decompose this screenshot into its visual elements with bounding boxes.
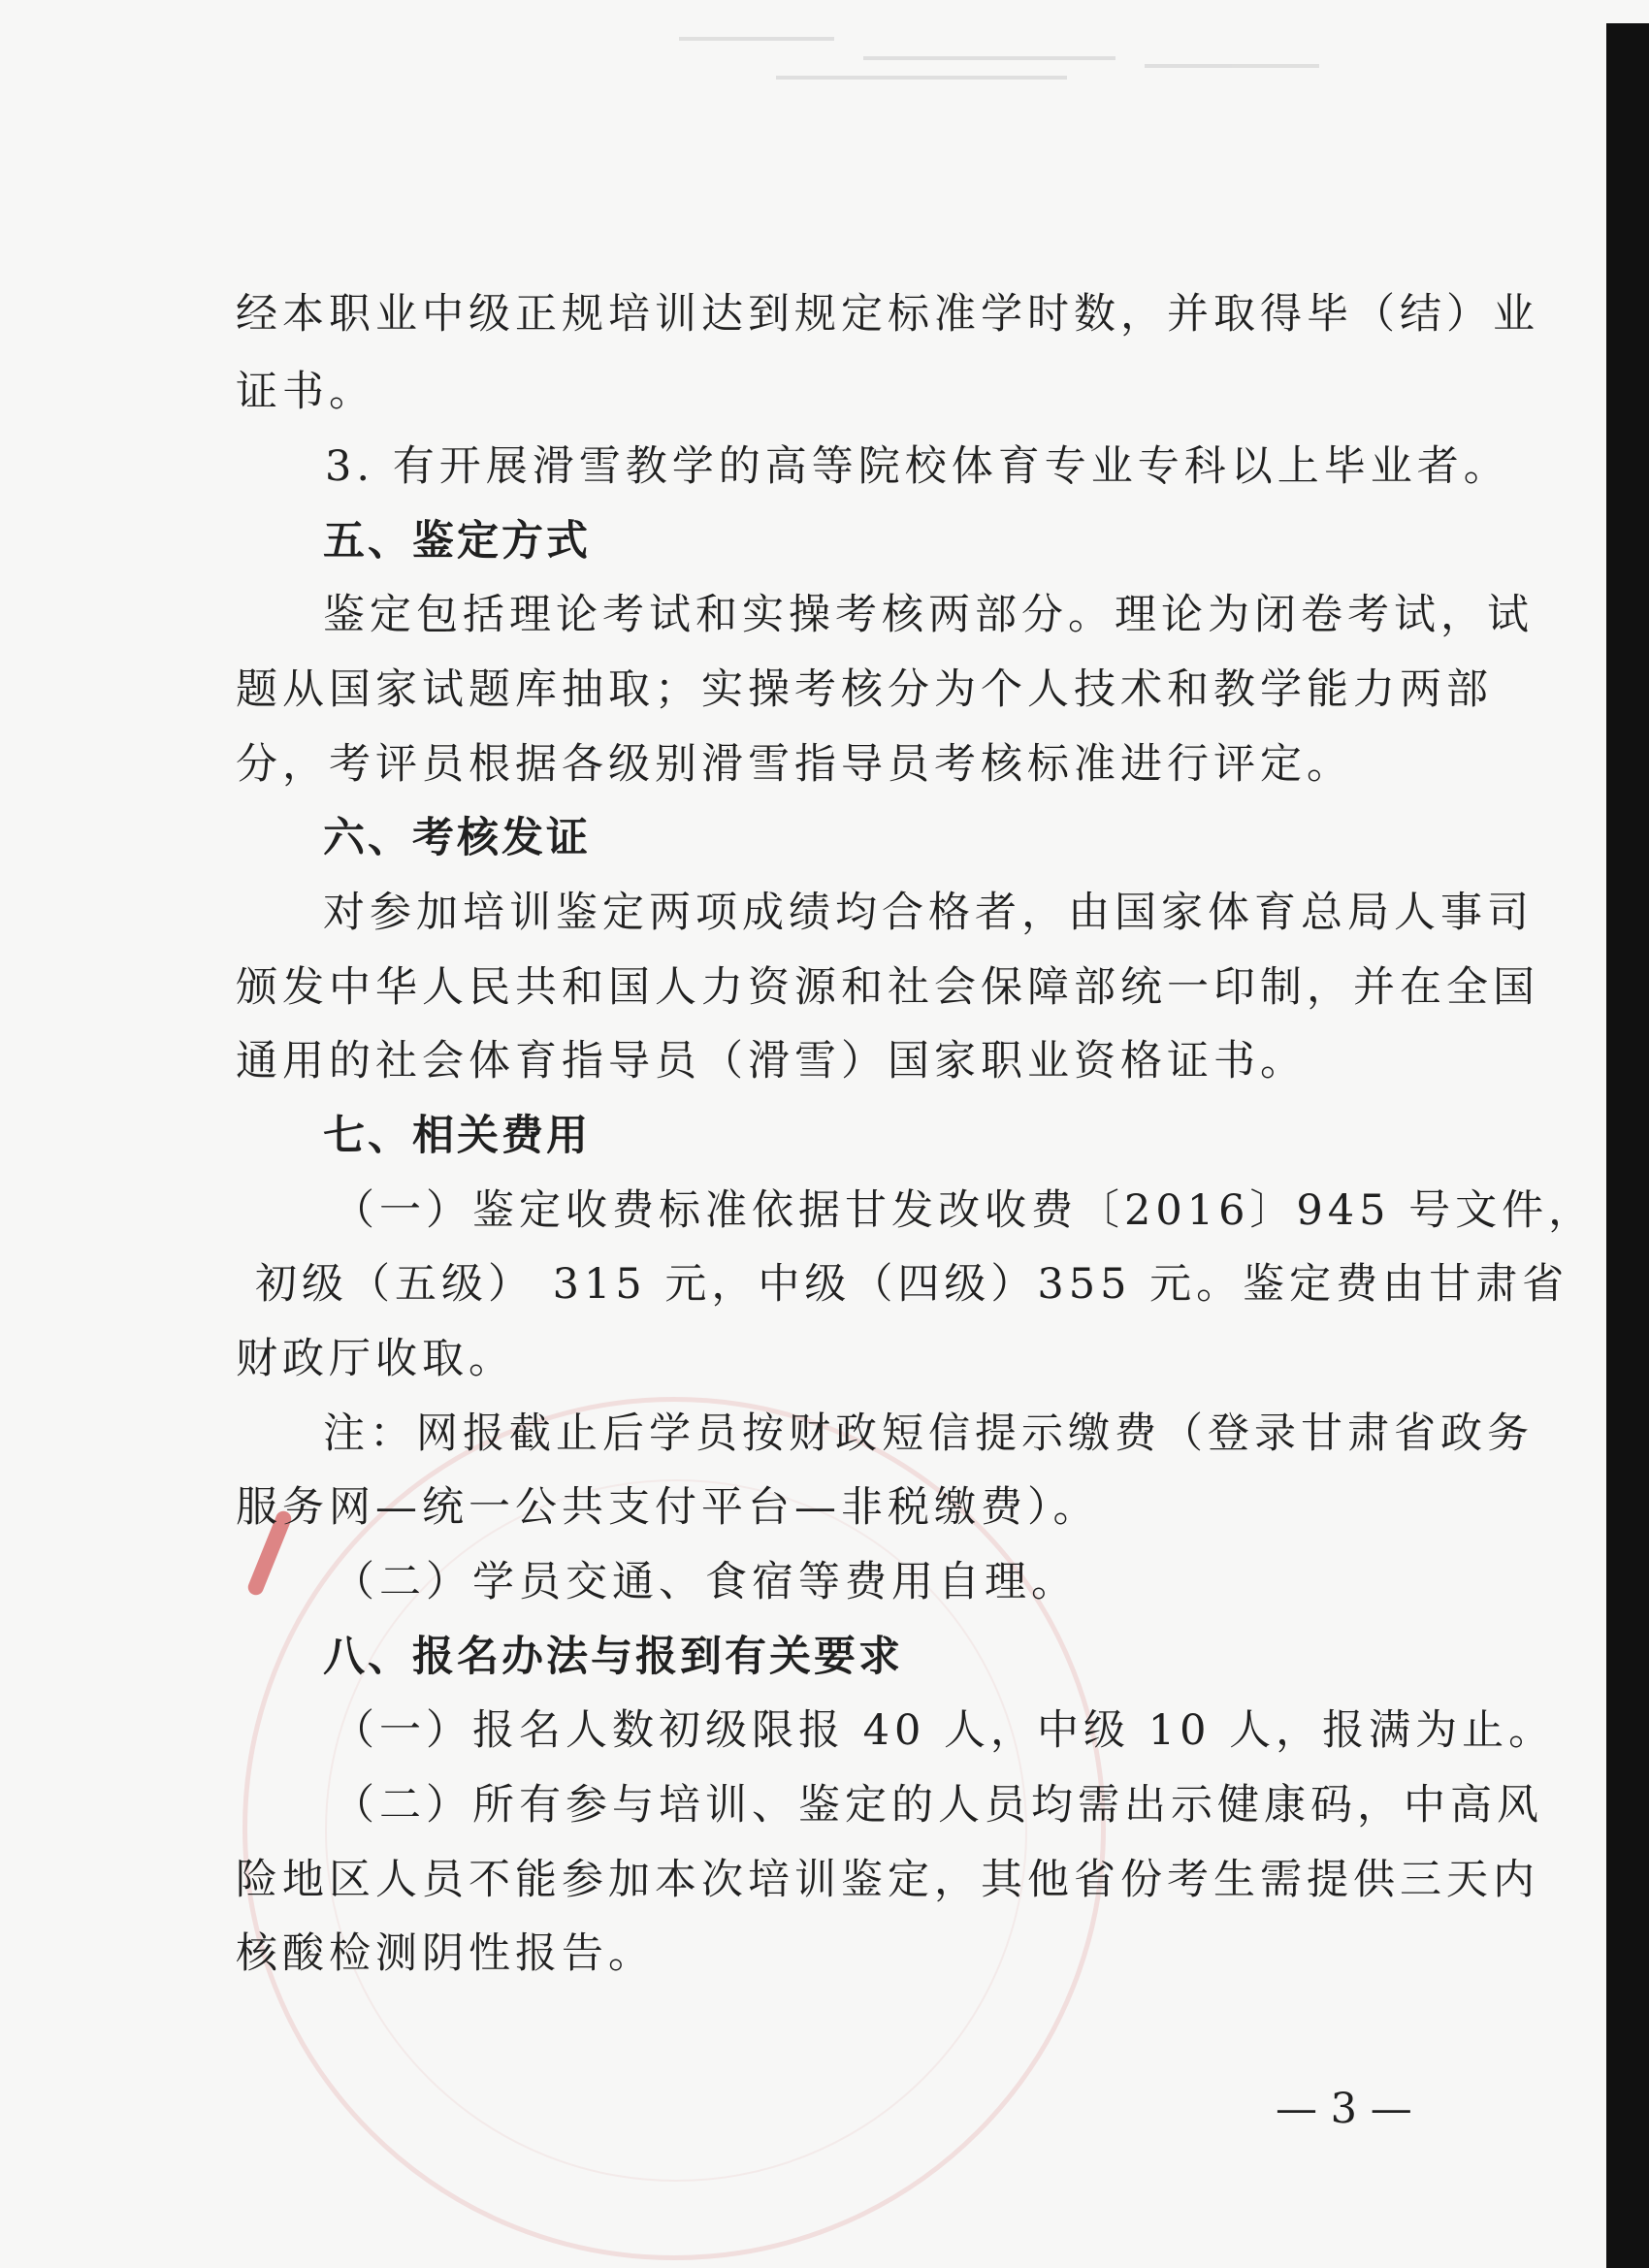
note-line-1: 注：网报截止后学员按财政短信提示缴费（登录甘肃省政务 [323, 1409, 1534, 1458]
body-line-13: （一）鉴定收费标准依据甘发改收费〔2016〕945 号文件， [333, 1186, 1596, 1235]
body-line-1: 经本职业中级正规培训达到规定标准学时数，并取得毕（结）业 [236, 290, 1539, 339]
list-item-3: 3. 有开展滑雪教学的高等院校体育专业专科以上毕业者。 [325, 442, 1510, 491]
body-line-21: （二）所有参与培训、鉴定的人员均需出示健康码，中高风 [333, 1781, 1543, 1830]
section-heading-5: 五、鉴定方式 [323, 517, 591, 566]
bleed-through-marks [660, 19, 1455, 97]
body-line-22: 险地区人员不能参加本次培训鉴定，其他省份考生需提供三天内 [236, 1856, 1539, 1904]
note-line-2: 服务网—统一公共支付平台—非税缴费）。 [236, 1483, 1100, 1532]
body-line-2: 证书。 [236, 368, 375, 416]
body-line-15: 财政厅收取。 [236, 1335, 515, 1383]
body-line-9: 对参加培训鉴定两项成绩均合格者，由国家体育总局人事司 [323, 889, 1534, 937]
section-heading-8: 八、报名办法与报到有关要求 [323, 1633, 903, 1681]
body-line-20: （一）报名人数初级限报 40 人，中级 10 人，报满为止。 [333, 1706, 1556, 1755]
page-number: — 3 — [1276, 2085, 1412, 2133]
scan-dark-edge [1606, 0, 1649, 2268]
section-heading-7: 七、相关费用 [323, 1112, 591, 1160]
scan-edge-top [1606, 0, 1649, 23]
body-line-11: 通用的社会体育指导员（滑雪）国家职业资格证书。 [236, 1037, 1307, 1085]
body-line-10: 颁发中华人民共和国人力资源和社会保障部统一印制，并在全国 [236, 963, 1539, 1012]
body-line-14: 初级（五级） 315 元，中级（四级）355 元。鉴定费由甘肃省 [255, 1260, 1569, 1309]
body-line-5: 鉴定包括理论考试和实操考核两部分。理论为闭卷考试，试 [323, 591, 1534, 639]
body-line-18: （二）学员交通、食宿等费用自理。 [333, 1558, 1078, 1606]
section-heading-6: 六、考核发证 [323, 814, 591, 862]
body-line-6: 题从国家试题库抽取；实操考核分为个人技术和教学能力两部 [236, 665, 1493, 714]
body-line-7: 分，考评员根据各级别滑雪指导员考核标准进行评定。 [236, 740, 1353, 789]
body-line-23: 核酸检测阴性报告。 [236, 1929, 655, 1978]
